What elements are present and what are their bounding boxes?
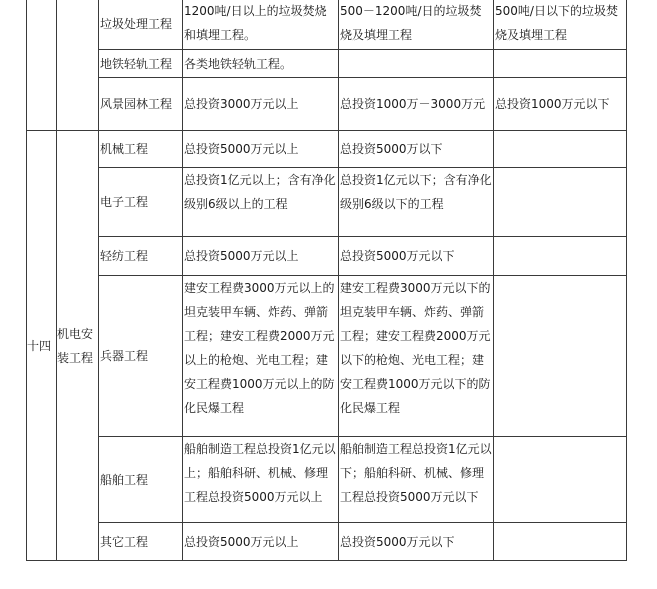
project-name-cell: 垃圾处理工程 [99, 0, 183, 50]
project-name-cell: 地铁轻轨工程 [99, 50, 183, 78]
medium-scale-cell: 总投资5000万以下 [339, 131, 494, 168]
small-scale-cell [494, 276, 627, 437]
medium-scale-cell: 总投资1亿元以下；含有净化级别6级以下的工程 [339, 168, 494, 237]
project-name-cell: 其它工程 [99, 523, 183, 561]
medium-scale-cell: 总投资5000万元以下 [339, 523, 494, 561]
project-name-cell: 轻纺工程 [99, 237, 183, 276]
table-row [27, 78, 627, 131]
medium-scale-cell: 船舶制造工程总投资1亿元以下；船舶科研、机械、修理工程总投资5000万元以下 [339, 437, 494, 523]
medium-scale-cell: 500－1200吨/日的垃圾焚烧及填埋工程 [339, 0, 494, 50]
project-name-cell: 船舶工程 [99, 437, 183, 523]
small-scale-cell [494, 237, 627, 276]
prev-category-cell [57, 0, 99, 131]
table-row [27, 237, 627, 276]
project-name-cell: 风景园林工程 [99, 78, 183, 131]
large-scale-cell: 总投资5000万元以上 [183, 131, 339, 168]
small-scale-cell: 总投资1000万元以下 [494, 78, 627, 131]
project-name-cell: 机械工程 [99, 131, 183, 168]
small-scale-cell [494, 131, 627, 168]
table-row [27, 276, 627, 437]
table-row [27, 168, 627, 237]
table-row [27, 131, 627, 168]
small-scale-cell [494, 50, 627, 78]
large-scale-cell: 各类地铁轻轨工程。 [183, 50, 339, 78]
section-category-cell [57, 131, 99, 561]
large-scale-cell: 船舶制造工程总投资1亿元以上；船舶科研、机械、修理工程总投资5000万元以上 [183, 437, 339, 523]
medium-scale-cell: 总投资1000万－3000万元 [339, 78, 494, 131]
medium-scale-cell [339, 50, 494, 78]
project-grade-table [26, 0, 627, 561]
table-row [27, 50, 627, 78]
table-row [27, 0, 627, 50]
small-scale-cell: 500吨/日以下的垃圾焚烧及填埋工程 [494, 0, 627, 50]
medium-scale-cell: 建安工程费3000万元以下的坦克装甲车辆、炸药、弹箭工程；建安工程费2000万元以下的枪炮、光电工程；建安工程费1000万元以下的防化民爆工程 [339, 276, 494, 437]
small-scale-cell [494, 523, 627, 561]
large-scale-cell: 总投资5000万元以上 [183, 237, 339, 276]
section-number-cell: 十四 [27, 131, 57, 561]
table-row [27, 523, 627, 561]
prev-number-cell [27, 0, 57, 131]
table-row [27, 437, 627, 523]
large-scale-cell: 总投资5000万元以上 [183, 523, 339, 561]
large-scale-cell: 总投资3000万元以上 [183, 78, 339, 131]
medium-scale-cell: 总投资5000万元以下 [339, 237, 494, 276]
small-scale-cell [494, 168, 627, 237]
section-category-label: 机电安装工程 [57, 326, 94, 365]
large-scale-cell: 建安工程费3000万元以上的坦克装甲车辆、炸药、弹箭工程；建安工程费2000万元以上的枪炮、光电工程；建安工程费1000万元以上的防化民爆工程 [183, 276, 339, 437]
large-scale-cell: 总投资1亿元以上；含有净化级别6级以上的工程 [183, 168, 339, 237]
project-name-cell: 兵器工程 [99, 276, 183, 437]
project-name-cell: 电子工程 [99, 168, 183, 237]
small-scale-cell [494, 437, 627, 523]
large-scale-cell: 1200吨/日以上的垃圾焚烧和填埋工程。 [183, 0, 339, 50]
